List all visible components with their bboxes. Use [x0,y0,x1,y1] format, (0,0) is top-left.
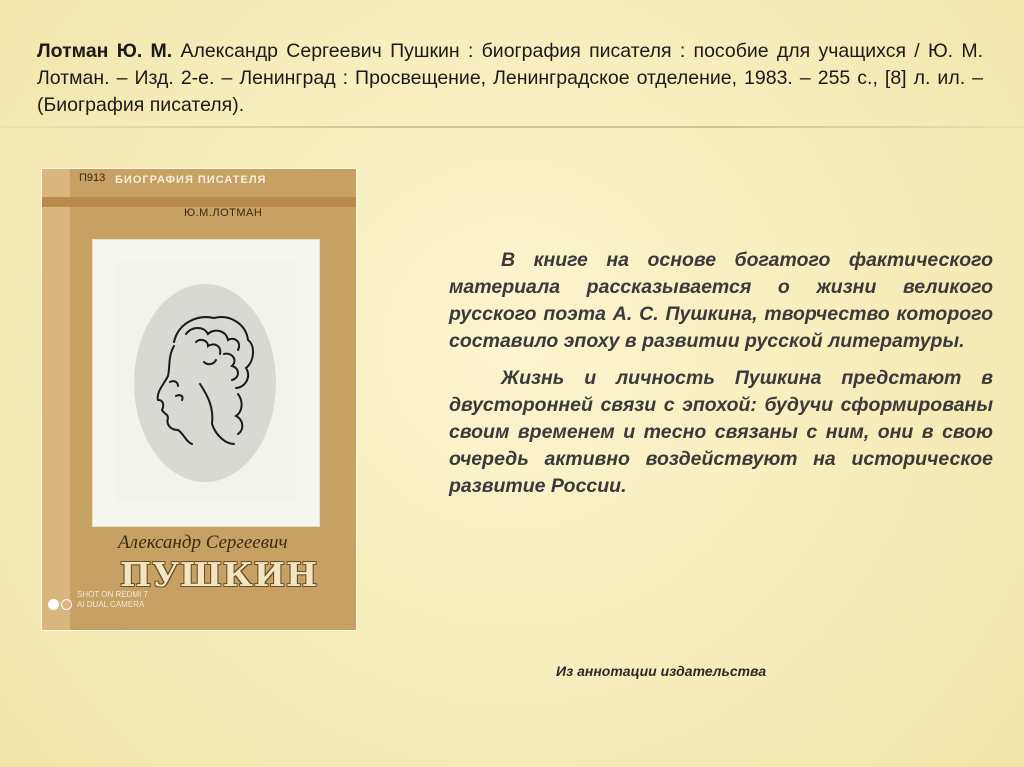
cover-portrait-panel [92,239,320,527]
annotation-source: Из аннотации издательства [556,663,767,679]
camera-watermark [77,590,148,610]
citation [37,38,983,119]
book-cover-photo [42,169,356,630]
camera-ring-icon [61,599,72,610]
cover-series: БИОГРАФИЯ ПИСАТЕЛЯ [115,174,267,186]
camera-dot-icon [48,599,59,610]
divider [0,126,1024,128]
cover-stripe [42,197,356,207]
citation-text: Александр Сергеевич Пушкин : биография писателя : пособие для учащихся / Ю. М. Лотман. – Изд. 2-е. – Ленинград : Просвещение, Ленинградское отделение, 1983. – 255 с., [8] л. ил. – (Биография писателя). [37,40,983,116]
portrait-oval [134,284,276,482]
cover-code: П913 [79,172,106,184]
camera-watermark-line2: AI DUAL CAMERA [77,600,145,609]
cover-left-strip [42,169,70,630]
citation-author: Лотман Ю. М. [37,40,173,62]
annotation-paragraph: Жизнь и личность Пушкина предстают в двусторонней связи с эпохой: будучи сформированы своим временем и тесно связаны с ним, они в свою очередь активно воздействуют на историческое развитие России. [449,367,993,497]
cover-title-line1: Александр Сергеевич [118,532,288,553]
annotation-paragraph: В книге на основе богатого фактического материала рассказывается о жизни великого русского поэта А. С. Пушкина, творчество которого составило эпоху в развитии русской литературы. [449,249,993,352]
annotation-text [449,247,993,510]
pushkin-profile-sketch-icon [134,284,276,482]
cover-title-line2: ПУШКИН [120,555,319,594]
camera-watermark-line1: SHOT ON REDMI 7 [77,590,148,599]
cover-author: Ю.М.ЛОТМАН [184,207,263,219]
